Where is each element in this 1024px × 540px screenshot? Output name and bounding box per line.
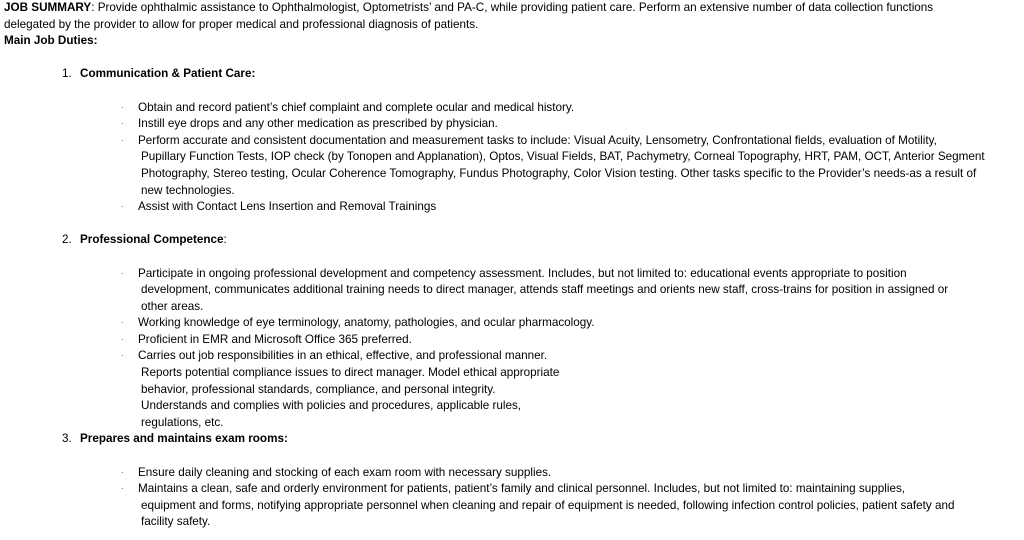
list-item: · Working knowledge of eye terminology, anatomy, pathologies, and ocular pharmacology. [4,315,1020,332]
section-number: 2. [62,233,72,247]
section-title: Communication & Patient Care: [80,67,256,81]
bullet-icon: · [121,334,124,344]
bullet-icon: · [121,135,124,145]
compliance-text-line: Understands and complies with policies and procedures, applicable rules, [141,399,522,413]
list-item: · Obtain and record patient’s chief complaint and complete ocular and medical history. [4,100,1020,117]
list-item: · Perform accurate and consistent documentation and measurement tasks to include: Visual Acuity, Lensometry, Confrontational fields, evaluation of Motility, Pupillary Function Tests, IOP check (by Tonopen and Applanation), Optos, Visual Fields, BAT, Pachymetry, Corneal Topography, HRT, PAM, OCT, Anterior Segment Photography, Stereo testing, Ocular Coherence Tomography, Fundus Photography, Color Vision testing. Other tasks specific to the Provider’s needs-as a result of new technologies. [121,133,985,197]
bullet-icon: · [121,102,124,112]
bullet-list [4,465,1020,531]
main-duties-heading: Main Job Duties: [4,34,98,48]
bullet-icon: · [121,119,124,129]
section-exam-rooms [4,431,1020,531]
bullet-icon: · [121,484,124,494]
bullet-icon: · [121,351,124,361]
list-item: · Ensure daily cleaning and stocking of each exam room with necessary supplies. [4,465,1020,482]
section-heading [4,431,1020,448]
compliance-text-line: regulations, etc. [141,415,224,429]
section-heading [4,66,1020,83]
section-number: 1. [62,67,72,81]
bullet-list [4,100,1020,216]
section-title-suffix: : [223,233,227,247]
list-item: · Instill eye drops and any other medication as prescribed by physician. [4,116,1020,133]
section-title: Prepares and maintains exam rooms: [80,432,288,446]
compliance-text-line: behavior, professional standards, compliance, and personal integrity. [141,382,496,396]
bullet-list [4,266,1020,366]
bullet-icon: · [121,268,124,278]
section-number: 3. [62,432,72,446]
list-item: · Carries out job responsibilities in an ethical, effective, and professional manner. [4,348,1020,365]
bullet-icon: · [121,467,124,477]
section-professional-competence [4,232,1020,431]
section-title: Professional Competence [80,233,224,247]
list-item: · Proficient in EMR and Microsoft Office 365 preferred. [4,332,1020,349]
job-summary-text-line1: : Provide ophthalmic assistance to Ophthalmologist, Optometrists’ and PA-C, while providing patient care. Perform an extensive number of data collection functions [91,1,934,14]
bullet-icon: · [121,202,124,212]
list-item: · Maintains a clean, safe and orderly environment for patients, patient’s family and clinical personnel. Includes, but not limited to: maintaining supplies, equipment and forms, notifying appropriate personnel when cleaning and repair of equipment is needed, following infection control policies, patient safety and facility safety. [121,482,955,529]
compliance-text-line: Reports potential compliance issues to direct manager. Model ethical appropriate [141,366,560,380]
job-summary [4,0,1020,33]
section-communication-patient-care [4,66,1020,215]
list-item: · Participate in ongoing professional development and competency assessment. Includes, but not limited to: educational events appropriate to position development, communicates additional training needs to direct manager, attends staff meetings and orients new staff, cross-trains for position in assigned or other areas. [121,266,949,313]
list-item: · Assist with Contact Lens Insertion and Removal Trainings [4,199,1020,216]
bullet-icon: · [121,318,124,328]
section-heading [4,232,1020,249]
job-summary-label: JOB SUMMARY [4,1,92,14]
job-summary-text-line2: delegated by the provider to allow for proper medical and professional diagnosis of patients. [4,17,479,31]
